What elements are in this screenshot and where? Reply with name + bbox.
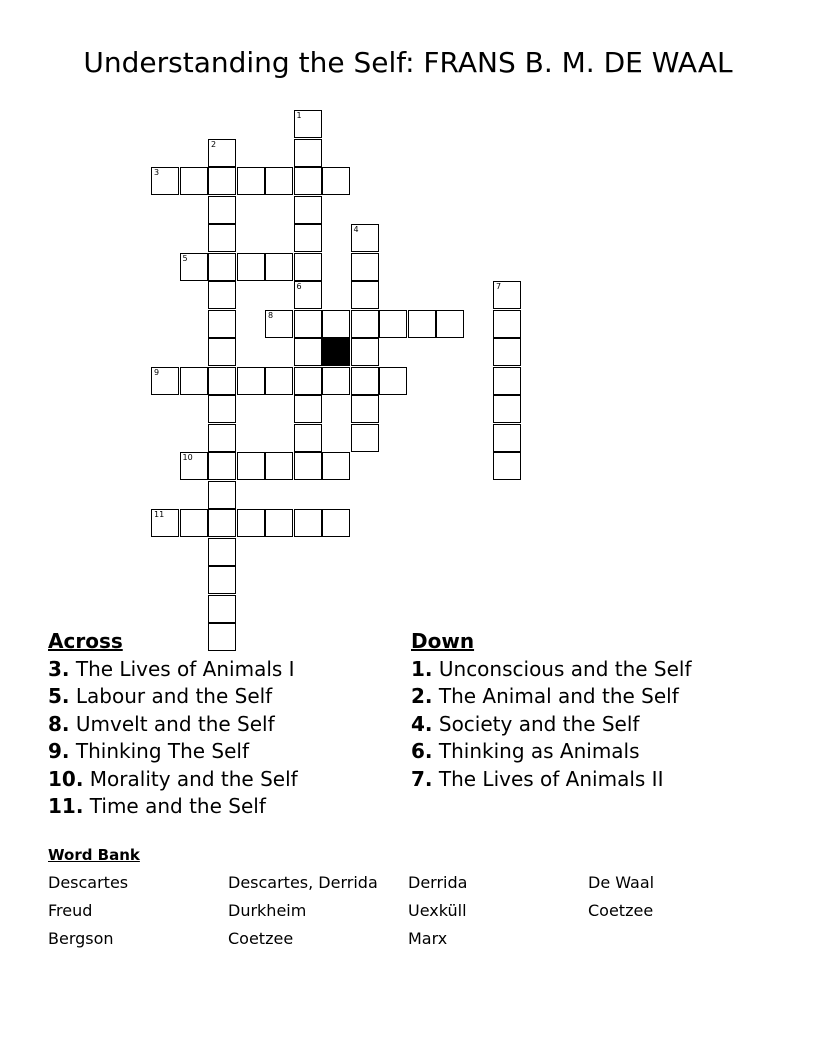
grid-cell[interactable]	[208, 452, 236, 480]
clue-number: 2	[211, 139, 217, 149]
grid-cell[interactable]	[208, 310, 236, 338]
grid-cell[interactable]	[322, 452, 350, 480]
clue-item-text: Thinking as Animals	[432, 739, 640, 763]
grid-cell[interactable]	[493, 310, 521, 338]
grid-cell[interactable]	[265, 253, 293, 281]
clue-item-text: Unconscious and the Self	[432, 656, 692, 681]
clue-item-number: 11.	[48, 794, 84, 818]
clue-item-number: 9.	[48, 739, 70, 763]
grid-cell[interactable]	[294, 253, 322, 281]
clue-item-number: 4.	[411, 711, 433, 736]
across-heading: Across	[48, 629, 123, 653]
clue-number: 9	[154, 367, 160, 377]
clue-item	[411, 766, 692, 794]
grid-cell[interactable]	[322, 367, 350, 395]
grid-cell[interactable]	[294, 310, 322, 338]
word-bank-word: De Waal	[588, 873, 655, 892]
grid-cell[interactable]	[351, 395, 379, 423]
clue-item-number: 3.	[48, 656, 70, 681]
grid-cell[interactable]	[379, 367, 407, 395]
grid-cell[interactable]	[493, 452, 521, 480]
word-bank-word: Descartes	[48, 873, 129, 892]
across-clues	[48, 628, 298, 821]
down-heading: Down	[411, 629, 475, 653]
word-bank-word: Durkheim	[228, 901, 307, 920]
word-bank-word: Coetzee	[588, 901, 654, 920]
grid-cell[interactable]	[180, 367, 208, 395]
grid-cell[interactable]	[493, 338, 521, 366]
grid-cell[interactable]	[294, 367, 322, 395]
grid-cell-black	[322, 338, 350, 366]
grid-cell[interactable]	[208, 167, 236, 195]
grid-cell[interactable]	[151, 167, 179, 195]
word-bank-word: Uexküll	[408, 901, 467, 920]
grid-cell[interactable]	[294, 196, 322, 224]
grid-cell[interactable]	[493, 395, 521, 423]
grid-cell[interactable]	[208, 253, 236, 281]
grid-cell[interactable]	[208, 139, 236, 167]
grid-cell[interactable]	[493, 281, 521, 309]
word-bank-word: Coetzee	[228, 929, 294, 948]
grid-cell[interactable]	[351, 338, 379, 366]
grid-cell[interactable]	[351, 367, 379, 395]
grid-cell[interactable]	[237, 253, 265, 281]
grid-cell[interactable]	[493, 367, 521, 395]
grid-cell[interactable]	[237, 167, 265, 195]
grid-cell[interactable]	[294, 167, 322, 195]
grid-cell[interactable]	[294, 281, 322, 309]
word-bank-word: Freud	[48, 901, 93, 920]
grid-cell[interactable]	[408, 310, 436, 338]
grid-cell[interactable]	[208, 595, 236, 623]
grid-cell[interactable]	[151, 509, 179, 537]
grid-cell[interactable]	[208, 424, 236, 452]
clue-item-number: 10.	[48, 766, 84, 791]
clue-number: 5	[182, 253, 188, 263]
word-bank-word: Derrida	[408, 873, 468, 892]
grid-cell[interactable]	[265, 452, 293, 480]
grid-cell[interactable]	[208, 281, 236, 309]
grid-cell[interactable]	[322, 310, 350, 338]
grid-cell[interactable]	[237, 452, 265, 480]
clue-item	[48, 738, 298, 766]
clue-item-text: Time and the Self	[83, 794, 266, 818]
clue-item	[411, 738, 692, 766]
clue-number: 4	[353, 225, 359, 234]
clue-item-text: Umvelt and the Self	[69, 711, 275, 736]
clue-item	[48, 766, 298, 794]
clue-item-number: 1.	[411, 656, 433, 681]
clue-item-number: 8.	[48, 711, 70, 736]
clue-item	[48, 656, 298, 684]
down-clues	[411, 628, 692, 793]
clue-item	[48, 683, 298, 711]
grid-cell[interactable]	[294, 110, 322, 138]
clue-item-number: 5.	[48, 684, 70, 708]
puzzle-title: Understanding the Self: FRANS B. M. DE WAAL	[83, 46, 733, 79]
grid-cell[interactable]	[208, 538, 236, 566]
grid-cell[interactable]	[379, 310, 407, 338]
grid-cell[interactable]	[294, 509, 322, 537]
grid-cell[interactable]	[322, 167, 350, 195]
grid-cell[interactable]	[180, 167, 208, 195]
grid-cell[interactable]	[208, 224, 236, 252]
word-bank-word: Bergson	[48, 929, 114, 948]
clue-number: 6	[296, 282, 302, 291]
grid-cell[interactable]	[208, 367, 236, 395]
clue-item-text: Society and the Self	[432, 711, 640, 736]
grid-cell[interactable]	[180, 509, 208, 537]
clue-item	[411, 683, 692, 711]
grid-cell[interactable]	[265, 310, 293, 338]
clue-item-text: Labour and the Self	[69, 684, 273, 708]
grid-cell[interactable]	[351, 424, 379, 452]
clue-item	[411, 656, 692, 684]
clue-number: 10	[182, 453, 193, 462]
grid-cell[interactable]	[265, 167, 293, 195]
grid-cell[interactable]	[208, 481, 236, 509]
clue-item-number: 7.	[411, 766, 433, 791]
grid-cell[interactable]	[237, 509, 265, 537]
grid-cell[interactable]	[265, 509, 293, 537]
clue-item-text: The Lives of Animals I	[69, 656, 295, 681]
grid-cell[interactable]	[294, 452, 322, 480]
clue-number: 7	[496, 282, 502, 291]
grid-cell[interactable]	[351, 310, 379, 338]
grid-cell[interactable]	[436, 310, 464, 338]
clue-item-text: Thinking The Self	[69, 739, 250, 763]
grid-cell[interactable]	[208, 395, 236, 423]
grid-cell[interactable]	[322, 509, 350, 537]
clue-number: 3	[154, 168, 160, 177]
grid-cell[interactable]	[351, 281, 379, 309]
grid-cell[interactable]	[208, 338, 236, 366]
grid-cell[interactable]	[208, 509, 236, 537]
clue-number: 1	[296, 111, 302, 120]
clue-item-number: 6.	[411, 739, 433, 763]
grid-cell[interactable]	[151, 367, 179, 395]
grid-cell[interactable]	[294, 139, 322, 167]
clue-item-text: The Lives of Animals II	[432, 766, 664, 791]
clue-item-number: 2.	[411, 684, 433, 708]
grid-cell[interactable]	[180, 452, 208, 480]
word-bank-word: Descartes, Derrida	[228, 873, 378, 892]
grid-cell[interactable]	[294, 395, 322, 423]
clue-item-text: Morality and the Self	[83, 766, 298, 791]
grid-cell[interactable]	[351, 253, 379, 281]
grid-cell[interactable]	[208, 566, 236, 594]
clue-number: 11	[154, 510, 165, 519]
grid-cell[interactable]	[294, 224, 322, 252]
grid-cell[interactable]	[237, 367, 265, 395]
word-bank-title: Word Bank	[48, 846, 140, 864]
clue-item	[411, 711, 692, 739]
clue-item	[48, 793, 298, 821]
word-bank-word: Marx	[408, 929, 448, 948]
grid-cell[interactable]	[208, 196, 236, 224]
grid-cell[interactable]	[294, 338, 322, 366]
grid-cell[interactable]	[493, 424, 521, 452]
grid-cell[interactable]	[265, 367, 293, 395]
grid-cell[interactable]	[351, 224, 379, 252]
clue-item-text: The Animal and the Self	[432, 684, 679, 708]
clue-item	[48, 711, 298, 739]
clue-number: 8	[268, 310, 274, 320]
grid-cell[interactable]	[294, 424, 322, 452]
grid-cell[interactable]	[180, 253, 208, 281]
